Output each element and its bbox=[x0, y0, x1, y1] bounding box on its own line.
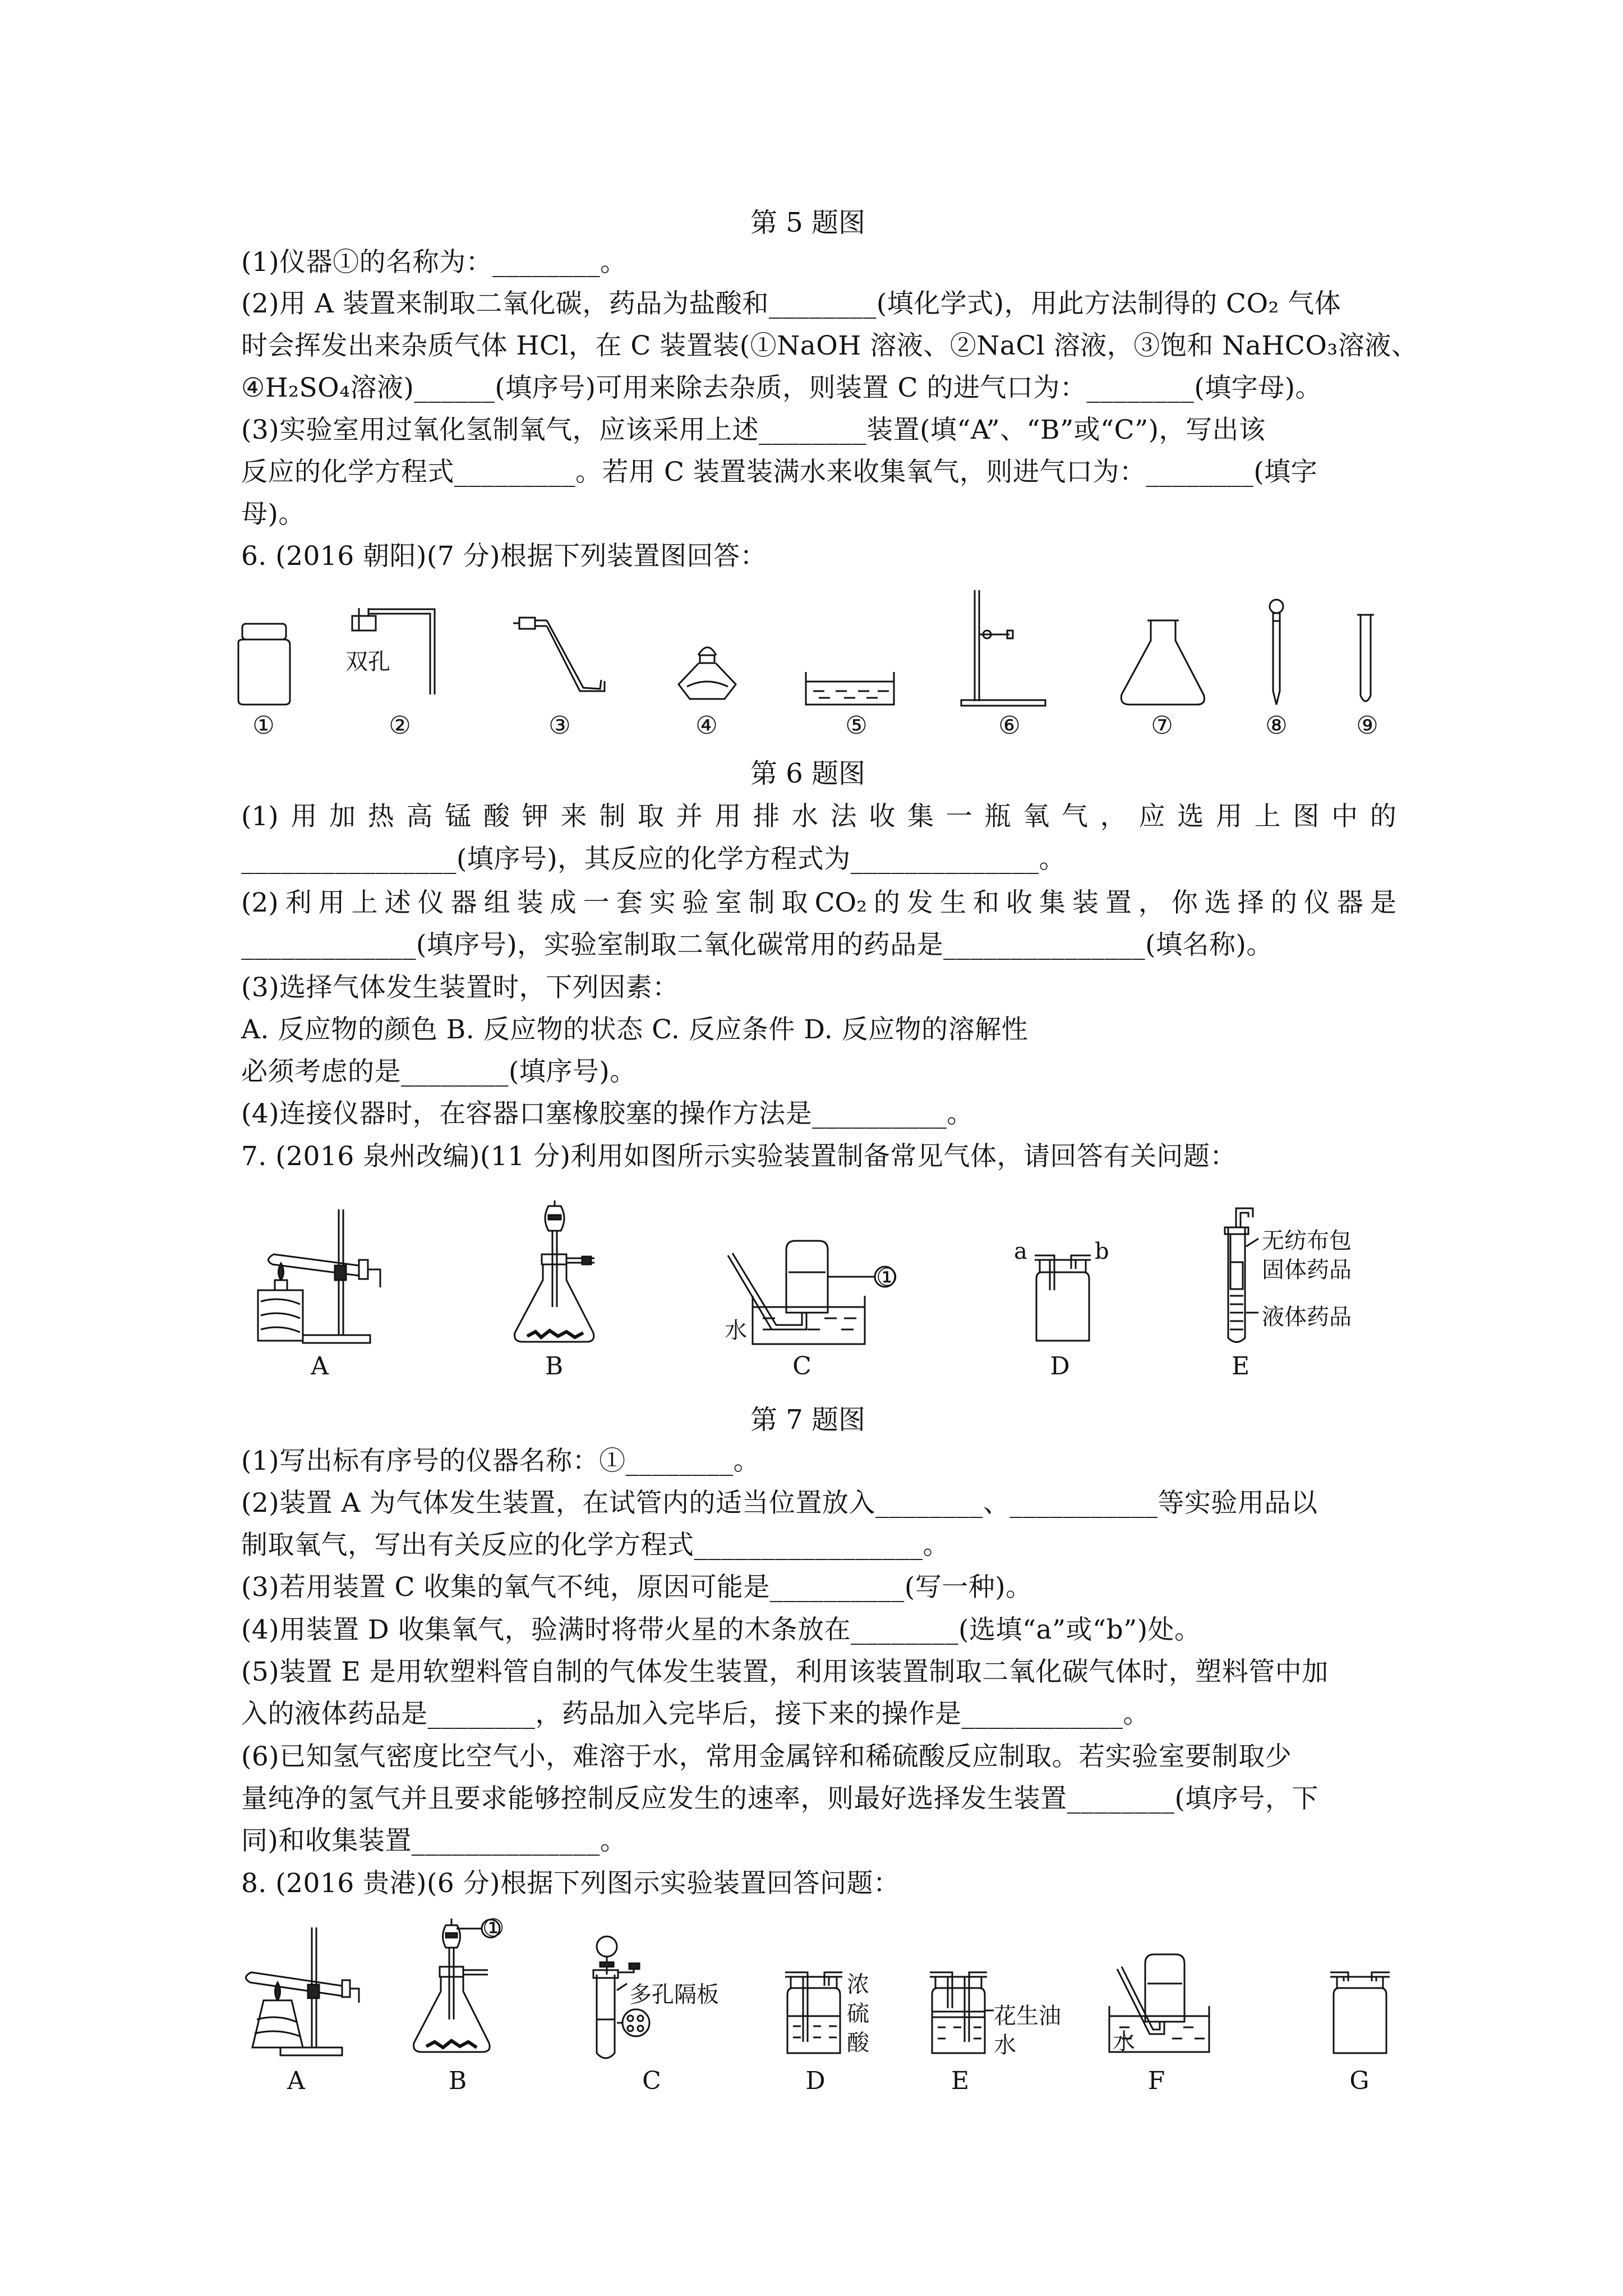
q7-part5-line2: 入的液体药品是________，药品加入完毕后，接下来的操作是____________。 bbox=[241, 1699, 1150, 1729]
q7-part3: (3)若用装置 C 收集的氧气不纯，原因可能是__________(写一种)。 bbox=[241, 1572, 1032, 1603]
q6-part2-line2: _____________(填序号)，实验室制取二氧化碳常用的药品是_______________(填名称)。 bbox=[241, 930, 1273, 960]
q7-caption: 第 7 题图 bbox=[750, 1404, 866, 1435]
q7-port-a: a bbox=[1014, 1239, 1027, 1264]
q8-d-label-2: 硫 bbox=[847, 2001, 869, 2027]
q8-c-label: 多孔隔板 bbox=[629, 1982, 719, 2008]
q5-part3-line3: 母)。 bbox=[241, 499, 305, 530]
q8-e-label-oil: 花生油 bbox=[994, 2003, 1061, 2029]
q6-part3-answer: 必须考虑的是________(填序号)。 bbox=[241, 1056, 637, 1087]
q8-d-label-3: 酸 bbox=[847, 2030, 869, 2056]
q6-stem: 6. (2016 朝阳)(7 分)根据下列装置图回答： bbox=[241, 541, 767, 572]
q6-label-4: ④ bbox=[695, 711, 718, 740]
q6-label-7: ⑦ bbox=[1151, 711, 1173, 740]
q7-label-b: B bbox=[545, 1352, 564, 1381]
q7-label-a: A bbox=[311, 1352, 329, 1381]
q8-apparatus-e bbox=[930, 1972, 994, 2053]
q6-label-5: ⑤ bbox=[845, 711, 868, 740]
q6-part2-line1: (2) 利 用 上 述 仪 器 组 装 成 一 套 实 验 室 制 取 CO₂ 的 发 生 和 收 集 装 置 ， 你 选 择 的 仪 器 是 bbox=[241, 887, 1396, 918]
q8-label-c: C bbox=[642, 2067, 661, 2095]
q5-part3-line1: (3)实验室用过氧化氢制氧气，应该采用上述________装置(填“A”、“B”或“C”)，写出该 bbox=[241, 415, 1266, 445]
q6-caption: 第 6 题图 bbox=[750, 758, 866, 789]
q7-part6-line3: 同)和收集装置______________。 bbox=[241, 1825, 627, 1856]
q6-label-6: ⑥ bbox=[998, 711, 1021, 740]
q6-label-2: ② bbox=[389, 711, 411, 740]
q7-stem: 7. (2016 泉州改编)(11 分)利用如图所示实验装置制备常见气体，请回答有关问题： bbox=[241, 1141, 1237, 1172]
q6-part1-line1: (1) 用 加 热 高 锰 酸 钾 来 制 取 并 用 排 水 法 收 集 一 瓶 氧 气 ， 应 选 用 上 图 中 的 bbox=[241, 801, 1396, 832]
q6-label-1: ① bbox=[252, 711, 275, 740]
q7-part1: (1)写出标有序号的仪器名称：①________。 bbox=[241, 1446, 760, 1476]
q7-part4: (4)用装置 D 收集氧气，验满时将带火星的木条放在________(选填“a”或“b”)处。 bbox=[241, 1614, 1201, 1645]
q7-label-e: E bbox=[1231, 1352, 1250, 1381]
q8-d-label-1: 浓 bbox=[847, 1972, 869, 1998]
q8-label-b: B bbox=[448, 2067, 467, 2095]
q5-part2-line3: ④H₂SO₄溶液)______(填序号)可用来除去杂质，则装置 C 的进气口为：________(填字母)。 bbox=[241, 372, 1322, 403]
q5-part2-line2: 时会挥发出来杂质气体 HCl，在 C 装置装(①NaOH 溶液、②NaCl 溶液，③饱和 NaHCO₃溶液、 bbox=[241, 330, 1418, 361]
q7-part6-line2: 量纯净的氢气并且要求能够控制反应发生的速率，则最好选择发生装置________(填序号，下 bbox=[241, 1783, 1318, 1814]
q7-label-c: C bbox=[792, 1352, 811, 1381]
q8-stem: 8. (2016 贵港)(6 分)根据下列图示实验装置回答问题： bbox=[241, 1868, 900, 1899]
q5-part1: (1)仪器①的名称为：________。 bbox=[241, 247, 627, 278]
q8-label-a: A bbox=[287, 2067, 305, 2095]
q7-part6-line1: (6)已知氢气密度比空气小，难溶于水，常用金属锌和稀硫酸反应制取。若实验室要制取少 bbox=[241, 1741, 1292, 1772]
q6-part4: (4)连接仪器时，在容器口塞橡胶塞的操作方法是__________。 bbox=[241, 1098, 974, 1129]
q8-marker-1: ① bbox=[482, 1914, 505, 1943]
q8-e-label-water: 水 bbox=[994, 2032, 1016, 2058]
q5-part3-line2: 反应的化学方程式_________。若用 C 装置装满水来收集氧气，则进气口为：________(填字 bbox=[241, 457, 1318, 487]
q8-label-f: F bbox=[1147, 2067, 1165, 2095]
q7-port-b: b bbox=[1095, 1239, 1109, 1264]
q7-e-label-solid: 固体药品 bbox=[1262, 1257, 1352, 1283]
q7-e-label-liquid: 液体药品 bbox=[1262, 1304, 1352, 1330]
q8-apparatus-a bbox=[246, 1927, 359, 2055]
q6-part3: (3)选择气体发生装置时，下列因素： bbox=[241, 972, 679, 1003]
q8-apparatus-g bbox=[1330, 1972, 1390, 2053]
q5-part2-line1: (2)用 A 装置来制取二氧化碳，药品为盐酸和________(填化学式)，用此方法制得的 CO₂ 气体 bbox=[241, 288, 1341, 319]
q6-label-8: ⑧ bbox=[1265, 711, 1288, 740]
q7-part2-line2: 制取氧气，写出有关反应的化学方程式_________________。 bbox=[241, 1530, 949, 1561]
q6-label-9: ⑨ bbox=[1356, 711, 1378, 740]
q7-part2-line1: (2)装置 A 为气体发生装置，在试管内的适当位置放入________、___________等实验用品以 bbox=[241, 1488, 1318, 1519]
q8-label-e: E bbox=[951, 2067, 970, 2095]
q6-part1-line2: ________________(填序号)，其反应的化学方程式为______________。 bbox=[241, 844, 1066, 875]
q7-water-label: 水 bbox=[725, 1318, 747, 1343]
q6-label-3: ③ bbox=[548, 711, 571, 740]
q7-part5-line1: (5)装置 E 是用软塑料管自制的气体发生装置，利用该装置制取二氧化碳气体时，塑料管中加 bbox=[241, 1657, 1329, 1687]
q7-label-d: D bbox=[1050, 1352, 1070, 1381]
q7-marker-1: ① bbox=[876, 1263, 898, 1292]
q8-label-d: D bbox=[805, 2067, 826, 2095]
q6-two-hole-label: 双孔 bbox=[345, 649, 390, 675]
q6-part3-options: A. 反应物的颜色 B. 反应物的状态 C. 反应条件 D. 反应物的溶解性 bbox=[241, 1014, 1029, 1045]
q7-e-label-bag: 无纺布包 bbox=[1262, 1228, 1352, 1254]
q5-caption: 第 5 题图 bbox=[750, 207, 866, 238]
q8-apparatus-d bbox=[785, 1972, 842, 2053]
q8-label-g: G bbox=[1349, 2067, 1370, 2095]
q8-f-water-label: 水 bbox=[1113, 2029, 1135, 2055]
